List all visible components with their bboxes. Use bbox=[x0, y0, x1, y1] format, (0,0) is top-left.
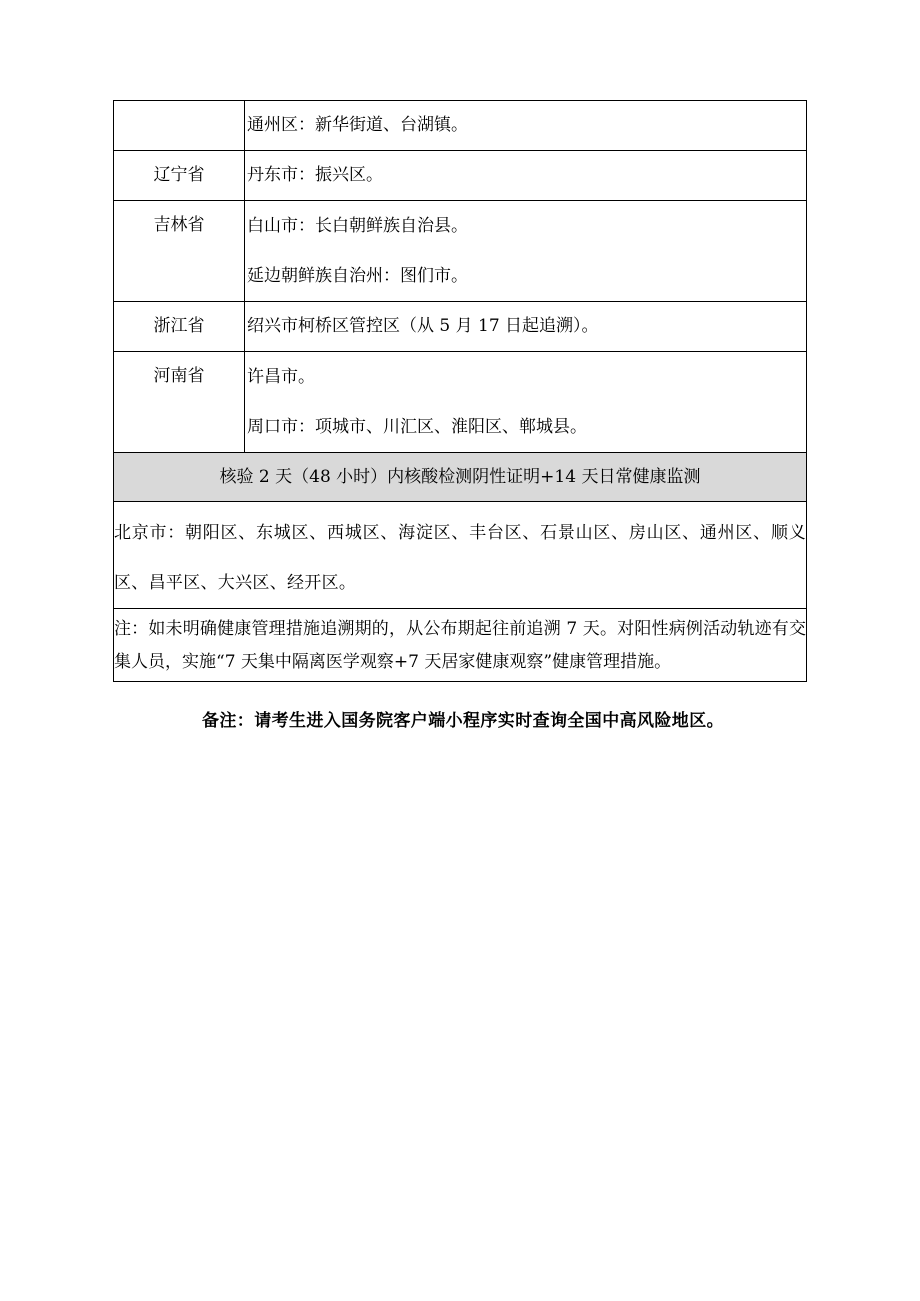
section-header-row bbox=[114, 453, 807, 502]
area-line: 白山市：长白朝鲜族自治县。 bbox=[247, 216, 468, 236]
area-cell bbox=[245, 302, 807, 352]
area-cell bbox=[245, 151, 807, 201]
beijing-cell bbox=[114, 502, 807, 609]
area-line: 许昌市。 bbox=[247, 367, 315, 387]
table-row bbox=[114, 609, 807, 682]
table-row bbox=[114, 151, 807, 201]
section-header: 核验 2 天（48 小时）内核酸检测阴性证明+14 天日常健康监测 bbox=[114, 453, 807, 502]
province-cell bbox=[114, 352, 245, 453]
province-cell bbox=[114, 201, 245, 302]
note-cell bbox=[114, 609, 807, 682]
province-cell bbox=[114, 101, 245, 151]
province-name: 吉林省 bbox=[153, 215, 205, 235]
risk-area-table bbox=[113, 100, 807, 682]
beijing-areas: 北京市：朝阳区、东城区、西城区、海淀区、丰台区、石景山区、房山区、通州区、顺义区、昌平区、大兴区、经开区。 bbox=[114, 523, 806, 593]
area-line: 丹东市：振兴区。 bbox=[247, 165, 383, 185]
province-name: 河南省 bbox=[153, 366, 205, 386]
province-name: 浙江省 bbox=[153, 316, 205, 336]
remark-text: 备注：请考生进入国务院客户端小程序实时查询全国中高风险地区。 bbox=[202, 711, 724, 731]
table-row bbox=[114, 352, 807, 453]
table-row bbox=[114, 502, 807, 609]
area-cell bbox=[245, 352, 807, 453]
area-line: 绍兴市柯桥区管控区（从 5 月 17 日起追溯）。 bbox=[247, 316, 599, 336]
area-cell bbox=[245, 101, 807, 151]
table-row bbox=[114, 101, 807, 151]
table-row bbox=[114, 201, 807, 302]
province-name: 辽宁省 bbox=[153, 165, 205, 185]
note-text: 注：如未明确健康管理措施追溯期的，从公布期起往前追溯 7 天。对阳性病例活动轨迹有交集人员，实施“7 天集中隔离医学观察+7 天居家健康观察”健康管理措施。 bbox=[114, 619, 806, 672]
area-line: 通州区：新华街道、台湖镇。 bbox=[247, 115, 468, 135]
area-cell bbox=[245, 201, 807, 302]
province-cell bbox=[114, 151, 245, 201]
area-line: 延边朝鲜族自治州：图们市。 bbox=[247, 266, 468, 286]
table-row bbox=[114, 302, 807, 352]
province-cell bbox=[114, 302, 245, 352]
area-line: 周口市：项城市、川汇区、淮阳区、郸城县。 bbox=[247, 417, 587, 437]
